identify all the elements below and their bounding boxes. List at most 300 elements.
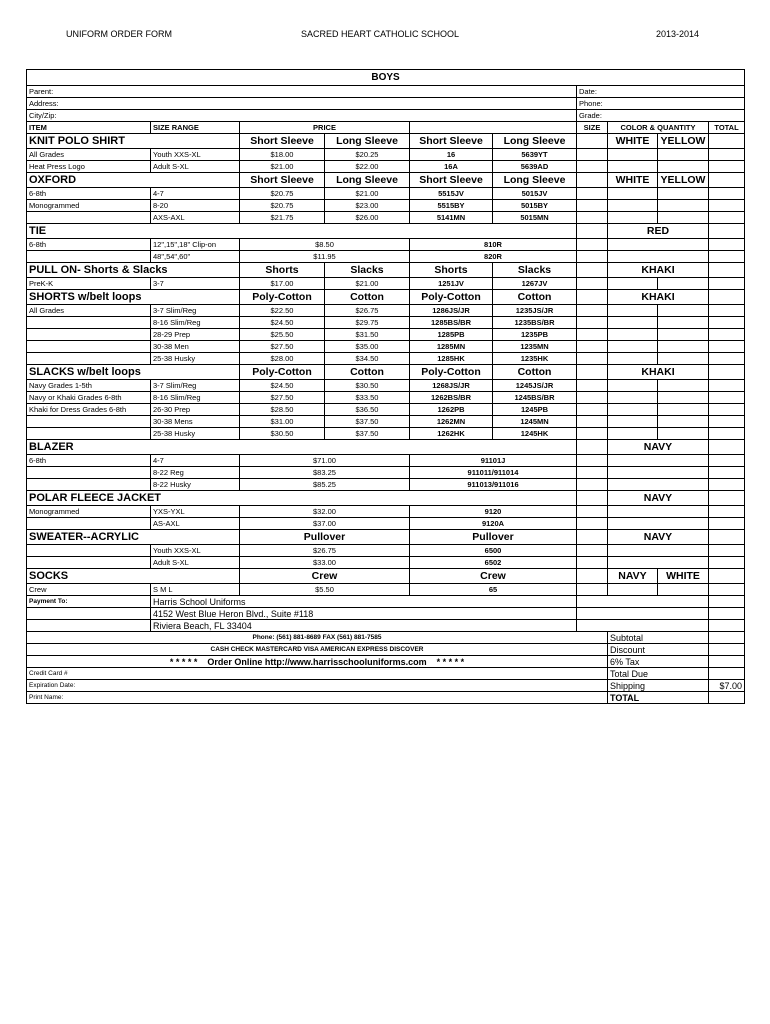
total-cell[interactable] <box>709 479 745 491</box>
form-title: UNIFORM ORDER FORM <box>66 29 172 39</box>
price-subheader: Shorts <box>240 263 325 278</box>
total-cell[interactable] <box>709 455 745 467</box>
quantity-cell[interactable] <box>658 428 709 440</box>
size-range-cell: 4-7 <box>151 188 240 200</box>
style-number-cell: 1235BS/BR <box>493 317 577 329</box>
total-cell[interactable] <box>709 305 745 317</box>
stars-left: * * * * * <box>169 656 198 667</box>
style-subheader: Pullover <box>410 530 577 545</box>
style-number-cell: 9120 <box>410 506 577 518</box>
price-cell: $37.50 <box>325 428 410 440</box>
style-number-cell: 1285PB <box>410 329 493 341</box>
total-due-value[interactable] <box>709 668 745 680</box>
size-range-cell: 8-22 Husky <box>151 479 240 491</box>
style-subheader: Crew <box>410 569 577 584</box>
quantity-cell[interactable] <box>608 545 709 557</box>
quantity-cell[interactable] <box>608 329 658 341</box>
item-cell <box>27 416 151 428</box>
style-subheader: Long Sleeve <box>493 134 577 149</box>
size-range-cell: Youth XXS-XL <box>151 149 240 161</box>
city-zip-field[interactable]: City/Zip: <box>27 110 577 122</box>
quantity-cell[interactable] <box>608 416 658 428</box>
total-cell[interactable] <box>709 545 745 557</box>
item-cell: Monogrammed <box>27 200 151 212</box>
quantity-cell[interactable] <box>658 353 709 365</box>
shipping-value: $7.00 <box>709 680 745 692</box>
price-header: PRICE <box>240 122 410 134</box>
size-entry-cell[interactable] <box>577 518 608 530</box>
item-cell <box>27 353 151 365</box>
style-number-cell: 1245HK <box>493 428 577 440</box>
order-form-table <box>26 69 745 704</box>
color-label: YELLOW <box>658 134 709 149</box>
product-row <box>27 317 745 329</box>
vendor-city: Riviera Beach, FL 33404 <box>151 620 577 632</box>
size-entry-cell[interactable] <box>577 455 608 467</box>
size-entry-cell[interactable] <box>577 161 608 173</box>
color-label: YELLOW <box>658 173 709 188</box>
total-due-label: Total Due <box>608 668 709 680</box>
price-cell: $24.50 <box>240 317 325 329</box>
style-number-cell: 1262BS/BR <box>410 392 493 404</box>
quantity-cell[interactable] <box>608 161 658 173</box>
price-cell: $34.50 <box>325 353 410 365</box>
discount-value[interactable] <box>709 644 745 656</box>
price-cell: $33.50 <box>325 392 410 404</box>
total-cell[interactable] <box>709 428 745 440</box>
size-entry-cell[interactable] <box>577 200 608 212</box>
vendor-phone: Phone: (561) 881-8689 FAX (561) 881-7585 <box>27 632 608 644</box>
color-label: NAVY <box>608 491 709 506</box>
size-range-cell: 4-7 <box>151 455 240 467</box>
size-entry-cell[interactable] <box>577 317 608 329</box>
price-cell: $5.50 <box>240 584 410 596</box>
size-range-cell: Adult S-XL <box>151 557 240 569</box>
price-cell: $20.75 <box>240 188 325 200</box>
parent-field[interactable]: Parent: <box>27 86 577 98</box>
style-number-cell: 5141MN <box>410 212 493 224</box>
color-label: NAVY <box>608 530 709 545</box>
color-label: NAVY <box>608 569 658 584</box>
price-cell: $31.50 <box>325 329 410 341</box>
style-number-cell: 1262HK <box>410 428 493 440</box>
price-cell: $20.75 <box>240 200 325 212</box>
total-cell[interactable] <box>709 341 745 353</box>
product-row <box>27 353 745 365</box>
size-header: SIZE <box>577 122 608 134</box>
price-subheader: Long Sleeve <box>325 134 410 149</box>
total-cell[interactable] <box>709 317 745 329</box>
style-number-cell: 16A <box>410 161 493 173</box>
price-cell: $83.25 <box>240 467 410 479</box>
size-entry-cell[interactable] <box>577 392 608 404</box>
quantity-cell[interactable] <box>658 212 709 224</box>
quantity-cell[interactable] <box>658 584 709 596</box>
size-range-cell: 25-38 Husky <box>151 428 240 440</box>
size-entry-cell[interactable] <box>577 149 608 161</box>
product-row <box>27 149 745 161</box>
style-number-cell: 16 <box>410 149 493 161</box>
style-subheader: Long Sleeve <box>493 173 577 188</box>
subtotal-value[interactable] <box>709 632 745 644</box>
style-number-cell: 5015JV <box>493 188 577 200</box>
item-cell <box>27 341 151 353</box>
style-number-cell: 1235MN <box>493 341 577 353</box>
grade-field[interactable]: Grade: <box>577 110 745 122</box>
section-slacks: SLACKS w/belt loops <box>27 365 240 380</box>
size-entry-cell[interactable] <box>577 380 608 392</box>
item-cell: Navy Grades 1-5th <box>27 380 151 392</box>
item-cell <box>27 479 151 491</box>
total-cell[interactable] <box>709 149 745 161</box>
item-cell <box>27 212 151 224</box>
style-number-cell: 5515BY <box>410 200 493 212</box>
quantity-cell[interactable] <box>658 392 709 404</box>
product-row <box>27 305 745 317</box>
item-cell: Khaki for Dress Grades 6-8th <box>27 404 151 416</box>
item-cell: 6-8th <box>27 188 151 200</box>
grand-total-value[interactable] <box>709 692 745 704</box>
item-cell: 6-8th <box>27 239 151 251</box>
product-row <box>27 212 745 224</box>
price-cell: $37.50 <box>325 416 410 428</box>
price-cell: $26.75 <box>240 545 410 557</box>
total-cell[interactable] <box>709 251 745 263</box>
style-number-cell: 1245PB <box>493 404 577 416</box>
size-range-cell: 3-7 <box>151 278 240 290</box>
date-field[interactable]: Date: <box>577 86 745 98</box>
color-label: WHITE <box>658 569 709 584</box>
size-entry-cell[interactable] <box>577 251 608 263</box>
total-cell[interactable] <box>709 212 745 224</box>
style-number-cell: 1268JS/JR <box>410 380 493 392</box>
quantity-cell[interactable] <box>608 353 658 365</box>
style-subheader: Short Sleeve <box>410 134 493 149</box>
size-range-cell: 8-20 <box>151 200 240 212</box>
price-cell: $24.50 <box>240 380 325 392</box>
size-entry-cell[interactable] <box>577 278 608 290</box>
quantity-cell[interactable] <box>608 239 709 251</box>
size-entry-cell[interactable] <box>577 341 608 353</box>
size-range-cell: 3-7 Slim/Reg <box>151 305 240 317</box>
style-number-cell: 810R <box>410 239 577 251</box>
price-cell: $85.25 <box>240 479 410 491</box>
size-entry-cell[interactable] <box>577 329 608 341</box>
quantity-cell[interactable] <box>608 557 709 569</box>
price-cell: $26.00 <box>325 212 410 224</box>
price-cell: $35.00 <box>325 341 410 353</box>
style-number-cell: 5639YT <box>493 149 577 161</box>
quantity-cell[interactable] <box>608 317 658 329</box>
style-number-cell: 1262PB <box>410 404 493 416</box>
price-cell: $32.00 <box>240 506 410 518</box>
quantity-cell[interactable] <box>608 404 658 416</box>
size-entry-cell[interactable] <box>577 479 608 491</box>
price-cell: $28.00 <box>240 353 325 365</box>
style-number-cell: 1235PB <box>493 329 577 341</box>
total-cell[interactable] <box>709 353 745 365</box>
product-row <box>27 341 745 353</box>
product-row <box>27 467 745 479</box>
total-cell[interactable] <box>709 161 745 173</box>
size-range-cell: YXS-YXL <box>151 506 240 518</box>
quantity-cell[interactable] <box>608 479 709 491</box>
quantity-cell[interactable] <box>608 251 709 263</box>
size-range-cell: 8-16 Slim/Reg <box>151 392 240 404</box>
size-entry-cell[interactable] <box>577 545 608 557</box>
product-row <box>27 479 745 491</box>
tax-value[interactable] <box>709 656 745 668</box>
price-cell: $37.00 <box>240 518 410 530</box>
order-online-line <box>27 656 608 668</box>
quantity-cell[interactable] <box>658 305 709 317</box>
price-cell: $30.50 <box>325 380 410 392</box>
style-number-cell: 5015MN <box>493 212 577 224</box>
price-subheader: Poly-Cotton <box>240 365 325 380</box>
size-entry-cell[interactable] <box>577 239 608 251</box>
size-range-cell: 8-16 Slim/Reg <box>151 317 240 329</box>
size-entry-cell[interactable] <box>577 416 608 428</box>
product-row <box>27 506 745 518</box>
quantity-cell[interactable] <box>658 149 709 161</box>
item-cell: All Grades <box>27 149 151 161</box>
item-cell <box>27 557 151 569</box>
product-row <box>27 251 745 263</box>
price-cell: $21.75 <box>240 212 325 224</box>
school-year: 2013-2014 <box>656 29 700 39</box>
quantity-cell[interactable] <box>658 380 709 392</box>
total-cell[interactable] <box>709 278 745 290</box>
order-online-link[interactable]: Order Online http://www.harrisschooluniforms.com <box>207 656 427 667</box>
price-cell: $30.50 <box>240 428 325 440</box>
total-cell[interactable] <box>709 416 745 428</box>
print-name-field[interactable]: Print Name: <box>27 692 608 704</box>
section-oxford: OXFORD <box>27 173 240 188</box>
item-cell <box>27 467 151 479</box>
quantity-cell[interactable] <box>608 518 709 530</box>
discount-label: Discount <box>608 644 709 656</box>
size-entry-cell[interactable] <box>577 188 608 200</box>
size-range-cell: 48",54",60" <box>151 251 240 263</box>
quantity-cell[interactable] <box>658 161 709 173</box>
grand-total-label: TOTAL <box>608 692 709 704</box>
price-cell: $28.50 <box>240 404 325 416</box>
quantity-cell[interactable] <box>608 455 709 467</box>
style-number-cell: 6500 <box>410 545 577 557</box>
style-number-cell: 911011/911014 <box>410 467 577 479</box>
style-subheader: Cotton <box>493 290 577 305</box>
size-entry-cell[interactable] <box>577 428 608 440</box>
shipping-label: Shipping <box>608 680 709 692</box>
style-number-cell: 5515JV <box>410 188 493 200</box>
price-cell: $27.50 <box>240 392 325 404</box>
style-number-cell: 1262MN <box>410 416 493 428</box>
quantity-cell[interactable] <box>608 428 658 440</box>
style-subheader: Slacks <box>493 263 577 278</box>
quantity-cell[interactable] <box>608 278 658 290</box>
quantity-cell[interactable] <box>608 380 658 392</box>
color-quantity-header: COLOR & QUANTITY <box>608 122 709 134</box>
quantity-cell[interactable] <box>658 317 709 329</box>
size-range-cell: 26-30 Prep <box>151 404 240 416</box>
total-cell[interactable] <box>709 329 745 341</box>
total-cell[interactable] <box>709 506 745 518</box>
item-cell: Monogrammed <box>27 506 151 518</box>
quantity-cell[interactable] <box>608 341 658 353</box>
quantity-cell[interactable] <box>608 506 709 518</box>
total-cell[interactable] <box>709 467 745 479</box>
size-entry-cell[interactable] <box>577 305 608 317</box>
price-cell: $29.75 <box>325 317 410 329</box>
payment-label: Payment To: <box>27 596 151 608</box>
product-row <box>27 584 745 596</box>
section-socks: SOCKS <box>27 569 240 584</box>
stars-right: * * * * * <box>436 656 465 667</box>
style-number-cell: 1245JS/JR <box>493 380 577 392</box>
size-range-cell: 3-7 Slim/Reg <box>151 380 240 392</box>
item-cell <box>27 317 151 329</box>
total-cell[interactable] <box>709 188 745 200</box>
style-number-cell: 1285MN <box>410 341 493 353</box>
quantity-cell[interactable] <box>608 305 658 317</box>
style-number-cell: 65 <box>410 584 577 596</box>
tax-label: 6% Tax <box>608 656 709 668</box>
expiration-date-field[interactable]: Expiration Date: <box>27 680 608 692</box>
style-subheader: Poly-Cotton <box>410 290 493 305</box>
total-cell[interactable] <box>709 584 745 596</box>
product-row <box>27 428 745 440</box>
item-cell <box>27 329 151 341</box>
section-fleece: POLAR FLEECE JACKET <box>27 491 577 506</box>
section-knit-polo: KNIT POLO SHIRT <box>27 134 240 149</box>
section-blazer: BLAZER <box>27 440 577 455</box>
style-number-cell: 1285HK <box>410 353 493 365</box>
color-label: KHAKI <box>608 263 709 278</box>
credit-card-field[interactable]: Credit Card # <box>27 668 608 680</box>
quantity-cell[interactable] <box>608 188 658 200</box>
total-cell[interactable] <box>709 239 745 251</box>
price-subheader: Slacks <box>325 263 410 278</box>
price-cell: $26.75 <box>325 305 410 317</box>
quantity-cell[interactable] <box>608 467 709 479</box>
phone-field[interactable]: Phone: <box>577 98 745 110</box>
size-range-cell: 30-38 Men <box>151 341 240 353</box>
quantity-cell[interactable] <box>658 329 709 341</box>
style-number-cell: 6502 <box>410 557 577 569</box>
style-number-cell: 5639AD <box>493 161 577 173</box>
size-range-cell: AXS-AXL <box>151 212 240 224</box>
total-cell[interactable] <box>709 392 745 404</box>
product-row <box>27 416 745 428</box>
address-field[interactable]: Address: <box>27 98 577 110</box>
style-subheader: Cotton <box>493 365 577 380</box>
style-subheader: Short Sleeve <box>410 173 493 188</box>
quantity-cell[interactable] <box>608 584 658 596</box>
total-cell[interactable] <box>709 380 745 392</box>
price-subheader: Short Sleeve <box>240 134 325 149</box>
price-cell: $11.95 <box>240 251 410 263</box>
style-number-cell: 820R <box>410 251 577 263</box>
product-row <box>27 188 745 200</box>
total-cell[interactable] <box>709 404 745 416</box>
size-entry-cell[interactable] <box>577 584 608 596</box>
product-row <box>27 545 745 557</box>
price-cell: $21.00 <box>325 188 410 200</box>
item-cell <box>27 545 151 557</box>
quantity-cell[interactable] <box>658 416 709 428</box>
size-range-cell: 25-38 Husky <box>151 353 240 365</box>
total-cell[interactable] <box>709 518 745 530</box>
style-number-cell: 1235HK <box>493 353 577 365</box>
price-cell: $27.50 <box>240 341 325 353</box>
item-header: ITEM <box>27 122 151 134</box>
vendor-name: Harris School Uniforms <box>151 596 577 608</box>
item-cell <box>27 518 151 530</box>
size-entry-cell[interactable] <box>577 557 608 569</box>
color-label: RED <box>608 224 709 239</box>
quantity-cell[interactable] <box>658 278 709 290</box>
quantity-cell[interactable] <box>608 392 658 404</box>
size-entry-cell[interactable] <box>577 467 608 479</box>
quantity-cell[interactable] <box>658 404 709 416</box>
quantity-cell[interactable] <box>658 200 709 212</box>
price-cell: $31.00 <box>240 416 325 428</box>
size-entry-cell[interactable] <box>577 506 608 518</box>
item-cell: PreK-K <box>27 278 151 290</box>
color-label: WHITE <box>608 173 658 188</box>
quantity-cell[interactable] <box>608 149 658 161</box>
size-range-cell: 12",15",18" Clip-on <box>151 239 240 251</box>
section-pull-on: PULL ON- Shorts & Slacks <box>27 263 240 278</box>
product-row <box>27 518 745 530</box>
size-range-cell: AS-AXL <box>151 518 240 530</box>
price-cell: $21.00 <box>325 278 410 290</box>
style-number-cell: 91101J <box>410 455 577 467</box>
style-number-cell: 911013/911016 <box>410 479 577 491</box>
vendor-street: 4152 West Blue Heron Blvd., Suite #118 <box>151 608 577 620</box>
quantity-cell[interactable] <box>658 188 709 200</box>
item-cell: Navy or Khaki Grades 6-8th <box>27 392 151 404</box>
price-cell: $25.50 <box>240 329 325 341</box>
size-range-cell: 8-22 Reg <box>151 467 240 479</box>
color-label: NAVY <box>608 440 709 455</box>
total-cell[interactable] <box>709 557 745 569</box>
price-subheader: Pullover <box>240 530 410 545</box>
color-label: WHITE <box>608 134 658 149</box>
size-range-cell: 28-29 Prep <box>151 329 240 341</box>
price-cell: $36.50 <box>325 404 410 416</box>
quantity-cell[interactable] <box>658 341 709 353</box>
quantity-cell[interactable] <box>608 200 658 212</box>
price-cell: $17.00 <box>240 278 325 290</box>
size-entry-cell[interactable] <box>577 404 608 416</box>
size-entry-cell[interactable] <box>577 212 608 224</box>
item-cell <box>27 251 151 263</box>
quantity-cell[interactable] <box>608 212 658 224</box>
style-number-cell: 1267JV <box>493 278 577 290</box>
item-cell: All Grades <box>27 305 151 317</box>
total-cell[interactable] <box>709 200 745 212</box>
size-entry-cell[interactable] <box>577 353 608 365</box>
color-label: KHAKI <box>608 365 709 380</box>
product-row <box>27 392 745 404</box>
style-subheader: Poly-Cotton <box>410 365 493 380</box>
product-row <box>27 557 745 569</box>
price-cell: $18.00 <box>240 149 325 161</box>
item-cell <box>27 428 151 440</box>
item-cell: 6-8th <box>27 455 151 467</box>
style-number-cell: 5015BY <box>493 200 577 212</box>
